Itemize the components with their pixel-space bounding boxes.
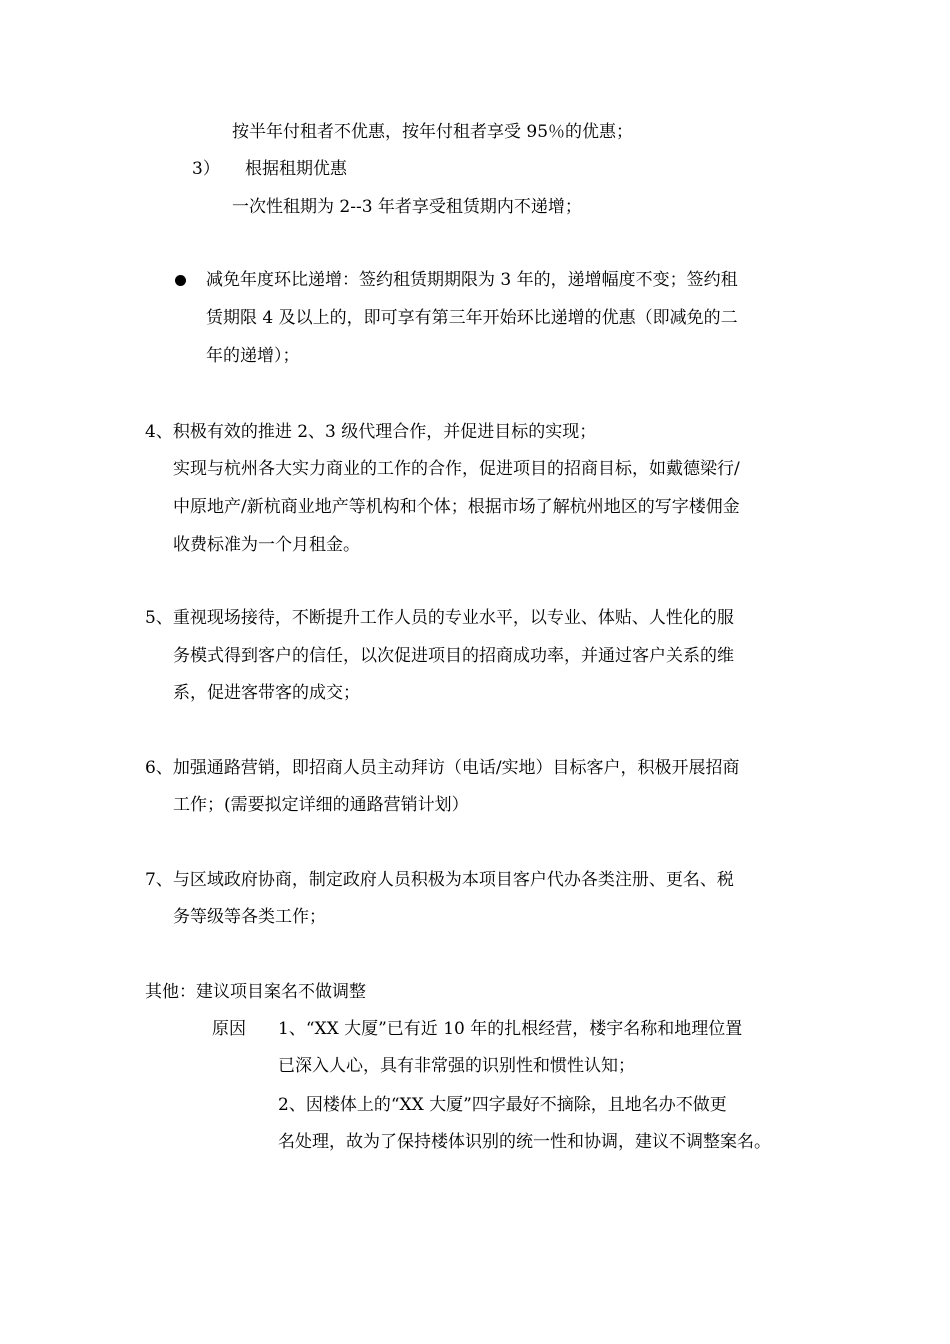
bullet-line-1: 减免年度环比递增：签约租赁期期限为 3 年的，递增幅度不变；签约租 — [206, 270, 738, 290]
bullet-line-2: 赁期限 4 及以上的，即可享有第三年开始环比递增的优惠（即减免的二 — [206, 308, 738, 328]
item3-text: 一次性租期为 2--3 年者享受租赁期内不递增； — [232, 197, 582, 217]
item6-line-1: 6、加强通路营销，即招商人员主动拜访（电话/实地）目标客户，积极开展招商 — [145, 758, 740, 778]
bullet-line-3: 年的递增）； — [206, 346, 300, 366]
item4-line-1: 实现与杭州各大实力商业的工作的合作，促进项目的招商目标，如戴德梁行/ — [173, 459, 740, 479]
payment-discount-text: 按半年付租者不优惠，按年付租者享受 95％的优惠； — [232, 122, 634, 142]
other-title: 其他：建议项目案名不做调整 — [145, 982, 366, 1002]
item7-line-1: 7、与区域政府协商，制定政府人员积极为本项目客户代办各类注册、更名、税 — [145, 870, 734, 890]
item5-line-1: 5、重视现场接待，不断提升工作人员的专业水平，以专业、体贴、人性化的服 — [145, 608, 734, 628]
reason-label: 原因 — [212, 1019, 246, 1039]
bullet-icon — [175, 275, 186, 286]
item5-line-3: 系，促进客带客的成交； — [173, 683, 360, 703]
item7-line-2: 务等级等各类工作； — [173, 907, 326, 927]
item4-title: 4、积极有效的推进 2、3 级代理合作，并促进目标的实现； — [145, 422, 597, 442]
reason1-line-1: 1、“XX 大厦”已有近 10 年的扎根经营，楼宇名称和地理位置 — [278, 1019, 743, 1039]
item4-line-2: 中原地产/新杭商业地产等机构和个体；根据市场了解杭州地区的写字楼佣金 — [173, 497, 740, 517]
item4-line-3: 收费标准为一个月租金。 — [173, 535, 360, 555]
item6-line-2: 工作；(需要拟定详细的通路营销计划） — [173, 795, 469, 815]
reason2-line-2: 名处理，故为了保持楼体识别的统一性和协调，建议不调整案名。 — [278, 1132, 771, 1152]
item5-line-2: 务模式得到客户的信任，以次促进项目的招商成功率，并通过客户关系的维 — [173, 646, 734, 666]
item3-title: 根据租期优惠 — [245, 159, 347, 179]
reason1-line-2: 已深入人心，具有非常强的识别性和惯性认知； — [278, 1056, 635, 1076]
reason2-line-1: 2、因楼体上的“XX 大厦”四字最好不摘除，且地名办不做更 — [278, 1095, 727, 1115]
item3-number: 3） — [192, 159, 220, 179]
